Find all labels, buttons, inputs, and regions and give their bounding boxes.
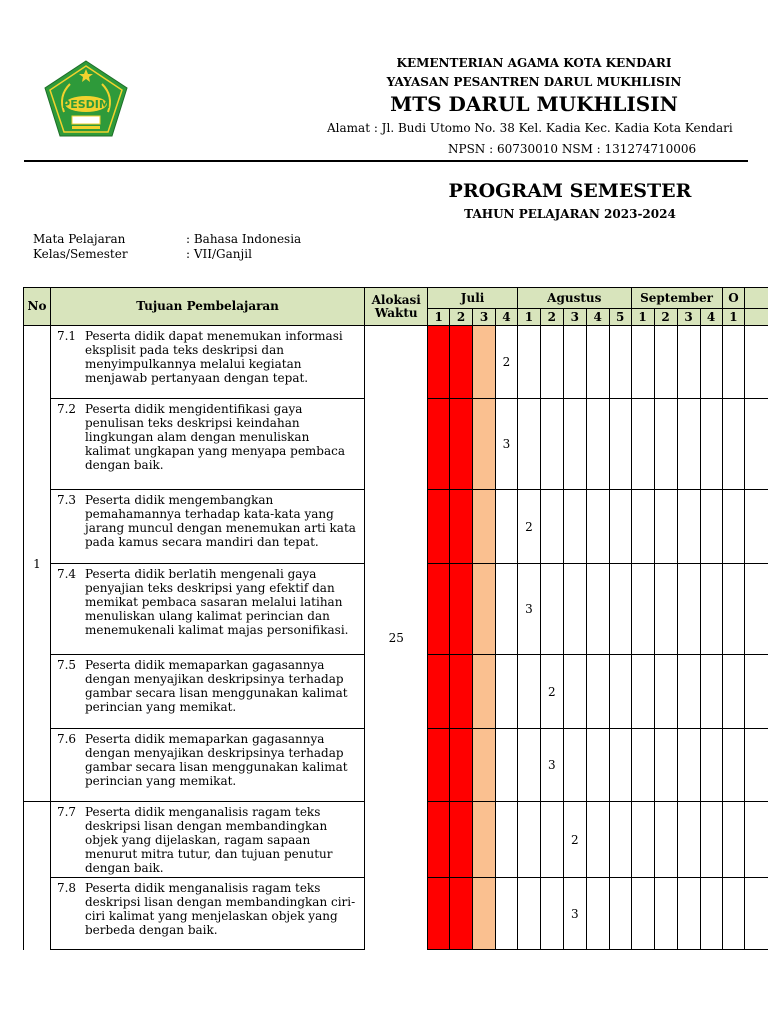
week-cell [677,878,700,950]
week-cell [677,655,700,729]
objective-text: Peserta didik menganalisis ragam teks deskripsi lisan dengan membandingkan ciri-ciri kalimat yang menjelaskan objek yang berbeda dengan baik. [84,881,356,937]
week-cell [700,326,722,399]
week-cell [700,399,722,490]
week-cell [540,878,563,950]
objective-cell [50,326,364,399]
week-cell [496,729,518,802]
week-cell [563,729,586,802]
week-cell-filler [745,399,768,490]
week-cell-filler [745,729,768,802]
objective-number: 7.3 [56,493,77,507]
objective-number: 7.2 [56,402,77,416]
objective-number: 7.1 [56,329,77,343]
week-cell [631,729,654,802]
objective-cell [50,729,364,802]
week-cell [609,326,631,399]
week-sep-4: 4 [700,309,722,326]
week-cell [586,399,609,490]
header-divider [24,160,748,162]
week-cell [609,802,631,878]
week-sep-3: 3 [677,309,700,326]
week-cell [517,399,540,490]
week-cell [540,802,563,878]
week-cell [517,326,540,399]
week-cell [677,564,700,655]
header-alokasi: Alokasi Waktu [365,288,428,326]
subject-value: : Bahasa Indonesia [186,232,302,246]
objective-number: 7.5 [56,658,77,672]
week-cell-hours: 3 [496,399,518,490]
week-cell [609,655,631,729]
week-cell-holiday [450,326,473,399]
document-title: PROGRAM SEMESTER [448,180,692,202]
week-cell-filler [745,655,768,729]
week-cell [586,729,609,802]
week-cell-hours: 2 [563,802,586,878]
week-cell [496,655,518,729]
week-cell-hours: 3 [540,729,563,802]
week-cell-holiday [428,878,450,950]
header-no: No [24,288,51,326]
week-cell [496,802,518,878]
week-cell-holiday [428,655,450,729]
week-cell [631,878,654,950]
week-agu-4: 4 [586,309,609,326]
week-cell [722,802,745,878]
week-cell-holiday [450,878,473,950]
header-foundation: YAYASAN PESANTREN DARUL MUKHLISIN [386,75,682,89]
week-cell [654,729,677,802]
week-cell [631,564,654,655]
document-subtitle: TAHUN PELAJARAN 2023-2024 [464,207,676,221]
week-cell [609,399,631,490]
week-cell [540,399,563,490]
objective-cell [50,490,364,564]
objective-text: Peserta didik memaparkan gagasannya dengan menyajikan deskripsinya terhadap gambar secara lisan menggunakan kalimat perincian yang memikat. [84,732,348,788]
week-cell-mpls [473,729,496,802]
week-cell-mpls [473,802,496,878]
week-cell [586,490,609,564]
objective-number: 7.4 [56,567,77,581]
week-cell-filler [745,326,768,399]
week-cell [563,564,586,655]
month-september: September [631,288,722,309]
objective-number: 7.6 [56,732,77,746]
week-cell [654,490,677,564]
week-cell-holiday [450,564,473,655]
week-cell [517,802,540,878]
objective-text: Peserta didik menganalisis ragam teks deskripsi lisan dengan membandingkan objek yang dijelaskan, ragam sapaan menurut mitra tutur, dan tujuan penutur dengan baik. [84,805,333,875]
week-cell [586,802,609,878]
week-cell [496,490,518,564]
week-cell-hours: 2 [496,326,518,399]
week-cell [722,878,745,950]
header-filler-2 [745,309,768,326]
school-address: Alamat : Jl. Budi Utomo No. 38 Kel. Kadia Kec. Kadia Kota Kendari [327,121,733,135]
week-cell [654,326,677,399]
week-cell [700,564,722,655]
week-cell-hours: 3 [517,564,540,655]
week-cell-holiday [428,564,450,655]
week-jul-3: 3 [473,309,496,326]
header-ministry: KEMENTERIAN AGAMA KOTA KENDARI [396,56,672,70]
week-cell [609,878,631,950]
week-cell [700,729,722,802]
week-cell [631,490,654,564]
week-cell-holiday [450,655,473,729]
week-cell [540,490,563,564]
week-cell [722,490,745,564]
week-cell-mpls [473,490,496,564]
week-cell [677,802,700,878]
week-cell [517,655,540,729]
week-cell [563,326,586,399]
week-agu-1: 1 [517,309,540,326]
week-cell-holiday [450,802,473,878]
week-cell [631,399,654,490]
week-cell [586,878,609,950]
week-cell-mpls [473,878,496,950]
week-cell-holiday [428,729,450,802]
class-value: : VII/Ganjil [186,247,252,261]
month-juli: Juli [428,288,518,309]
week-cell [563,655,586,729]
week-cell [540,564,563,655]
week-cell-mpls [473,399,496,490]
objective-cell [50,399,364,490]
header-filler [745,288,768,309]
week-cell [563,490,586,564]
week-cell [517,878,540,950]
objective-cell [50,878,364,950]
week-jul-1: 1 [428,309,450,326]
week-sep-2: 2 [654,309,677,326]
logo-text: PESDIM [62,98,110,111]
week-cell [700,878,722,950]
week-cell-hours: 2 [517,490,540,564]
week-cell [586,326,609,399]
row-number: 1 [24,326,51,802]
week-cell [563,399,586,490]
objective-text: Peserta didik mengembangkan pemahamannya terhadap kata-kata yang jarang muncul dengan menemukan arti kata pada kamus secara mandiri dan tepat. [84,493,356,549]
week-cell [496,878,518,950]
week-agu-5: 5 [609,309,631,326]
week-cell [722,564,745,655]
week-cell [631,655,654,729]
week-okt-1: 1 [722,309,745,326]
week-cell [654,655,677,729]
week-cell-filler [745,802,768,878]
semester-table [23,287,768,950]
week-cell [496,564,518,655]
school-logo [42,60,130,138]
class-label: Kelas/Semester [33,247,128,261]
week-cell-mpls [473,326,496,399]
objective-number: 7.8 [56,881,77,895]
week-cell [722,655,745,729]
week-cell [677,399,700,490]
objective-text: Peserta didik mengidentifikasi gaya penulisan teks deskripsi keindahan lingkungan alam dengan menuliskan kalimat ungkapan yang menyapa pembaca dengan baik. [84,402,346,472]
objective-cell [50,802,364,878]
month-oktober: O [722,288,745,309]
week-cell-filler [745,564,768,655]
week-cell [609,490,631,564]
week-cell [540,326,563,399]
objective-cell [50,655,364,729]
week-cell-holiday [428,326,450,399]
week-cell [700,490,722,564]
week-cell-hours: 2 [540,655,563,729]
objective-number: 7.7 [56,805,77,819]
objective-text: Peserta didik berlatih mengenali gaya penyajian teks deskripsi yang efektif dan memikat pembaca sasaran melalui latihan menuliskan ulang kalimat perincian dan menemukenali kalimat majas personifikasi. [84,567,349,637]
header-tujuan: Tujuan Pembelajaran [50,288,364,326]
objective-cell [50,564,364,655]
week-cell [722,399,745,490]
week-jul-2: 2 [450,309,473,326]
table-row [24,326,768,399]
week-cell-mpls [473,564,496,655]
week-cell [631,802,654,878]
week-cell [722,729,745,802]
week-cell-holiday [450,490,473,564]
week-cell [517,729,540,802]
week-cell-holiday [428,399,450,490]
week-cell [654,399,677,490]
week-cell-mpls [473,655,496,729]
objective-text: Peserta didik dapat menemukan informasi eksplisit pada teks deskripsi dan menyimpulkannya melalui kegiatan menjawab pertanyaan dengan tepat. [84,329,343,385]
week-jul-4: 4 [496,309,518,326]
week-cell-filler [745,878,768,950]
school-npsn: NPSN : 60730010 NSM : 131274710006 [448,142,697,156]
week-cell [700,655,722,729]
row-number-empty [24,802,51,950]
week-cell [654,802,677,878]
week-cell [654,564,677,655]
week-cell [609,564,631,655]
week-cell-holiday [450,399,473,490]
objective-text: Peserta didik memaparkan gagasannya dengan menyajikan deskripsinya terhadap gambar secara lisan menggunakan kalimat perincian yang memikat. [84,658,348,714]
week-cell [700,802,722,878]
week-agu-3: 3 [563,309,586,326]
week-cell-holiday [428,802,450,878]
week-cell [586,655,609,729]
school-name: MTS DARUL MUKHLISIN [390,92,678,116]
week-cell [631,326,654,399]
week-cell-filler [745,490,768,564]
month-agustus: Agustus [517,288,631,309]
week-cell [609,729,631,802]
alokasi-waktu-value: 25 [365,326,428,950]
subject-label: Mata Pelajaran [33,232,126,246]
week-cell [677,490,700,564]
week-cell [722,326,745,399]
week-cell [586,564,609,655]
week-cell-holiday [450,729,473,802]
week-cell-hours: 3 [563,878,586,950]
week-agu-2: 2 [540,309,563,326]
week-cell [677,729,700,802]
week-cell [677,326,700,399]
week-cell [654,878,677,950]
week-cell-holiday [428,490,450,564]
week-sep-1: 1 [631,309,654,326]
